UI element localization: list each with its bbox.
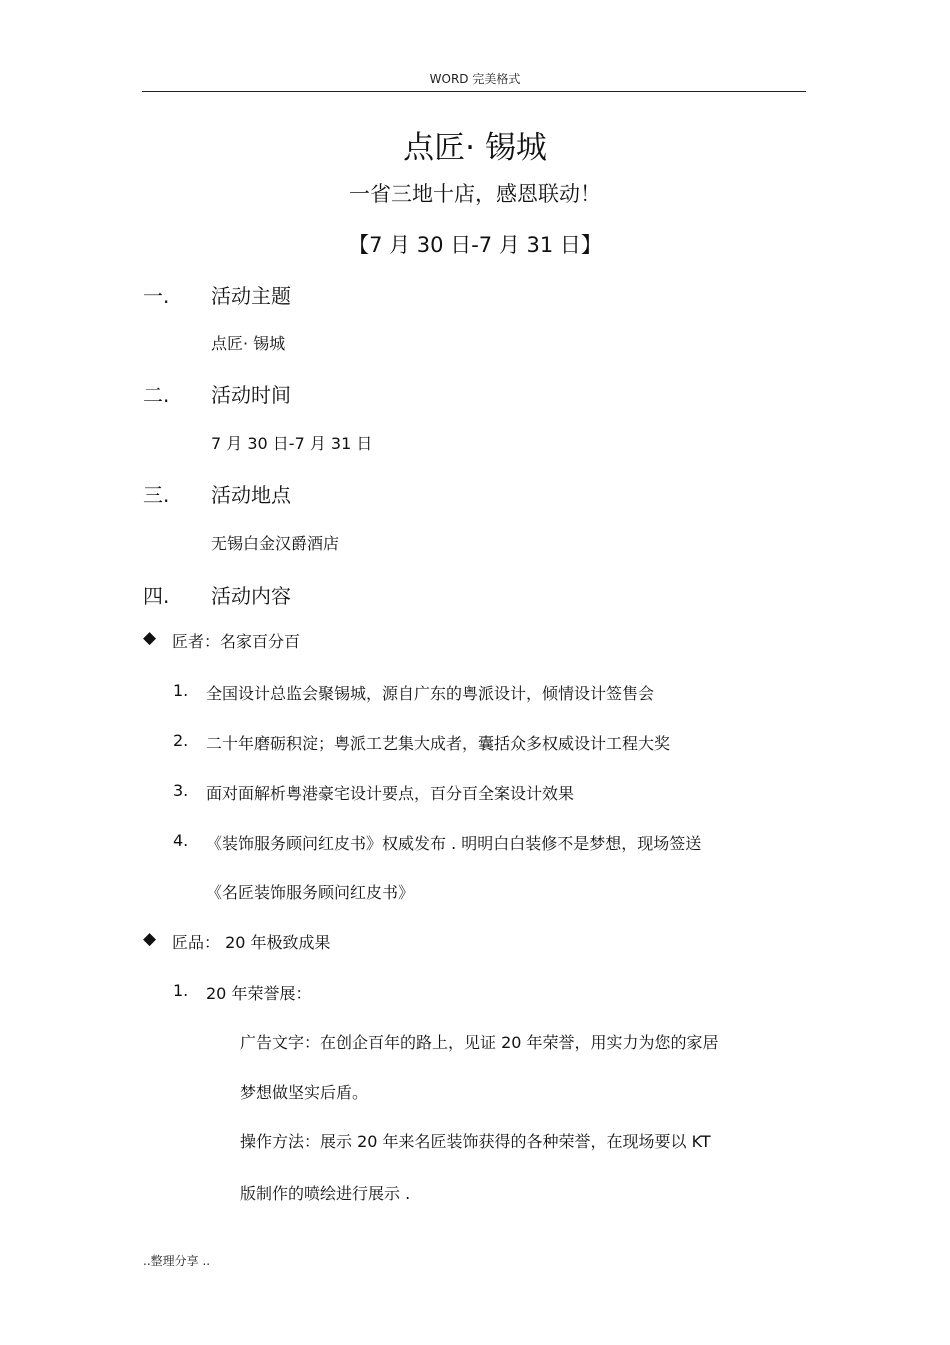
detail-line: 版制作的喷绘进行展示 . — [240, 1184, 411, 1203]
list-item-number: 2. — [173, 731, 189, 750]
section-title: 活动地点 — [211, 483, 291, 507]
section-title: 活动主题 — [211, 284, 291, 308]
list-item: 面对面解析粤港豪宅设计要点，百分百全案设计效果 — [206, 784, 575, 803]
header-rule — [142, 91, 806, 92]
section-body: 7 月 30 日-7 月 31 日 — [211, 434, 373, 453]
diamond-bullet-icon: ◆ — [143, 628, 157, 648]
doc-dates: 【7 月 30 日-7 月 31 日】 — [348, 233, 602, 257]
list-item-number: 1. — [173, 681, 189, 700]
list-item-continuation: 《名匠装饰服务顾问红皮书》 — [206, 883, 415, 902]
section-number: 三. — [143, 483, 170, 507]
diamond-bullet-icon: ◆ — [143, 929, 157, 949]
section-number: 一. — [143, 284, 170, 308]
detail-line: 广告文字：在创企百年的路上，见证 20 年荣誉，用实力为您的家居 — [240, 1033, 719, 1052]
list-item-number: 3. — [173, 781, 189, 800]
list-item: 《装饰服务顾问红皮书》权威发布 . 明明白白装修不是梦想，现场签送 — [206, 834, 702, 853]
bullet-heading: 匠者：名家百分百 — [172, 632, 301, 651]
list-item: 全国设计总监会聚锡城，源自广东的粤派设计，倾情设计签售会 — [206, 684, 655, 703]
bullet-heading: 匠品： 20 年极致成果 — [172, 933, 331, 952]
list-item-number: 4. — [173, 831, 189, 850]
doc-subtitle: 一省三地十店，感恩联动！ — [349, 182, 601, 206]
detail-line: 梦想做坚实后盾。 — [240, 1083, 369, 1102]
section-number: 四. — [143, 584, 170, 608]
section-number: 二. — [143, 383, 170, 407]
section-title: 活动时间 — [211, 383, 291, 407]
section-body: 点匠· 锡城 — [211, 334, 286, 353]
list-item-number: 1. — [173, 981, 189, 1000]
doc-title: 点匠· 锡城 — [403, 130, 547, 166]
page-header: WORD 完美格式 — [429, 72, 521, 86]
list-item: 20 年荣誉展： — [206, 984, 312, 1003]
page-footer: ..整理分享 .. — [143, 1254, 211, 1268]
list-item: 二十年磨砺积淀；粤派工艺集大成者，囊括众多权威设计工程大奖 — [206, 734, 671, 753]
section-title: 活动内容 — [211, 584, 291, 608]
detail-line: 操作方法：展示 20 年来名匠装饰获得的各种荣誉，在现场要以 KT — [240, 1132, 711, 1151]
section-body: 无锡白金汉爵酒店 — [211, 534, 340, 553]
